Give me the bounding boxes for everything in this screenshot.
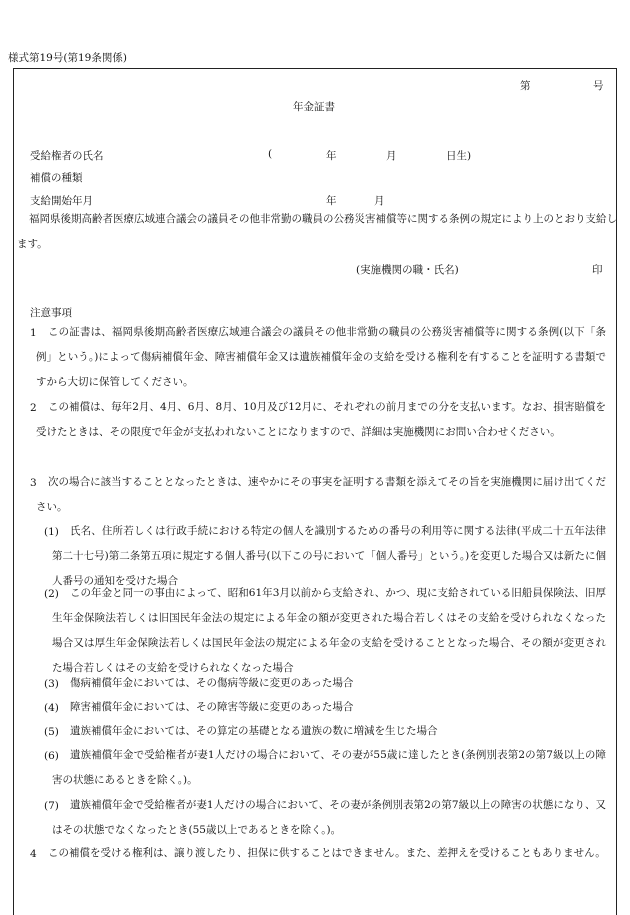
- subnote-number: (7): [44, 800, 59, 812]
- subnote-text: 遺族補償年金で受給権者が妻1人だけの場合において、その妻が条例別表第2の第7級以上の障害の状態になり、又はその状態でなくなったとき(55歳以上であるときを除く。)。: [52, 799, 606, 836]
- notes-header: 注意事項: [30, 307, 72, 319]
- start-month-label: 月: [374, 195, 385, 207]
- subnote-number: (4): [44, 702, 59, 714]
- subnote-number: (6): [44, 750, 59, 762]
- subnote-text: この年金と同一の事由によって、昭和61年3月以前から支給され、かつ、現に支給されている旧船員保険法、旧厚生年金保険法若しくは旧国民年金法の規定による年金の額が変更された場合若しくはその支給を受けられなくなった場合又は厚生年金保険法若しくは国民年金法の規定による年金の支給を受けることとなった場合、その額が変更された場合若しくはその支給を受けられなくなった場合: [52, 587, 606, 674]
- signature-label: (実施機関の職・氏名): [356, 264, 459, 276]
- subnote-number: (3): [44, 678, 59, 690]
- form-number-label: 様式第19号(第19条関係): [8, 52, 127, 64]
- subnote-text: 遺族補償年金で受給権者が妻1人だけの場合において、その妻が55歳に達したとき(条例別表第2の第7級以上の障害の状態にあるときを除く。)。: [52, 749, 606, 786]
- recipient-name-label: 受給権者の氏名: [30, 150, 104, 162]
- payment-statement: 福岡県後期高齢者医療広域連合議会の議員その他非常勤の職員の公務災害補償等に関する条例の規定により上のとおり支給します。: [17, 213, 617, 250]
- birth-month-label: 月: [386, 150, 397, 162]
- subnote-text: 傷病補償年金においては、その傷病等級に変更のあった場合: [70, 677, 354, 689]
- start-year-label: 年: [326, 195, 337, 207]
- subnote-number: (1): [44, 526, 59, 538]
- subnote-text: 障害補償年金においては、その障害等級に変更のあった場合: [70, 701, 354, 713]
- note-text: この補償は、毎年2月、4月、6月、8月、10月及び12月に、それぞれの前月までの分を支払います。なお、損害賠償を受けたときは、その限度で年金が支払われないことになりますので、詳細は実施機関にお問い合わせください。: [36, 401, 606, 438]
- birth-open-paren: (: [268, 148, 273, 160]
- note-number: 4: [30, 848, 37, 860]
- note-text: この補償を受ける権利は、譲り渡したり、担保に供することはできません。また、差押えを受けることもありません。: [48, 847, 606, 859]
- note-number: 3: [30, 477, 37, 489]
- subnote-number: (2): [44, 588, 59, 600]
- payment-start-label: 支給開始年月: [30, 195, 93, 207]
- subnote-text: 氏名、住所若しくは行政手続における特定の個人を識別するための番号の利用等に関する法律(平成二十五年法律第二十七号)第二条第五項に規定する個人番号(以下この号において「個人番号」という。)を変更した場合又は新たに個人番号の通知を受けた場合: [52, 525, 606, 587]
- birth-day-label: 日生): [446, 150, 472, 162]
- subnote-text: 遺族補償年金においては、その算定の基礎となる遺族の数に増減を生じた場合: [70, 725, 438, 737]
- birth-year-label: 年: [326, 150, 337, 162]
- compensation-type-label: 補償の種類: [30, 172, 83, 184]
- certificate-number-go: 号: [593, 80, 604, 92]
- page-title: 年金証書: [293, 101, 335, 113]
- note-number: 2: [30, 402, 37, 414]
- certificate-number-dai: 第: [520, 80, 531, 92]
- subnote-number: (5): [44, 726, 59, 738]
- note-text: この証書は、福岡県後期高齢者医療広域連合議会の議員その他非常勤の職員の公務災害補償等に関する条例(以下「条例」という。)によって傷病補償年金、障害補償年金又は遺族補償年金の支給を受ける権利を有することを証明する書類ですから大切に保管してください。: [36, 326, 606, 388]
- note-text: 次の場合に該当することとなったときは、速やかにその事実を証明する書類を添えてその旨を実施機関に届け出てください。: [36, 476, 606, 513]
- seal-mark: 印: [592, 264, 603, 276]
- note-number: 1: [30, 327, 37, 339]
